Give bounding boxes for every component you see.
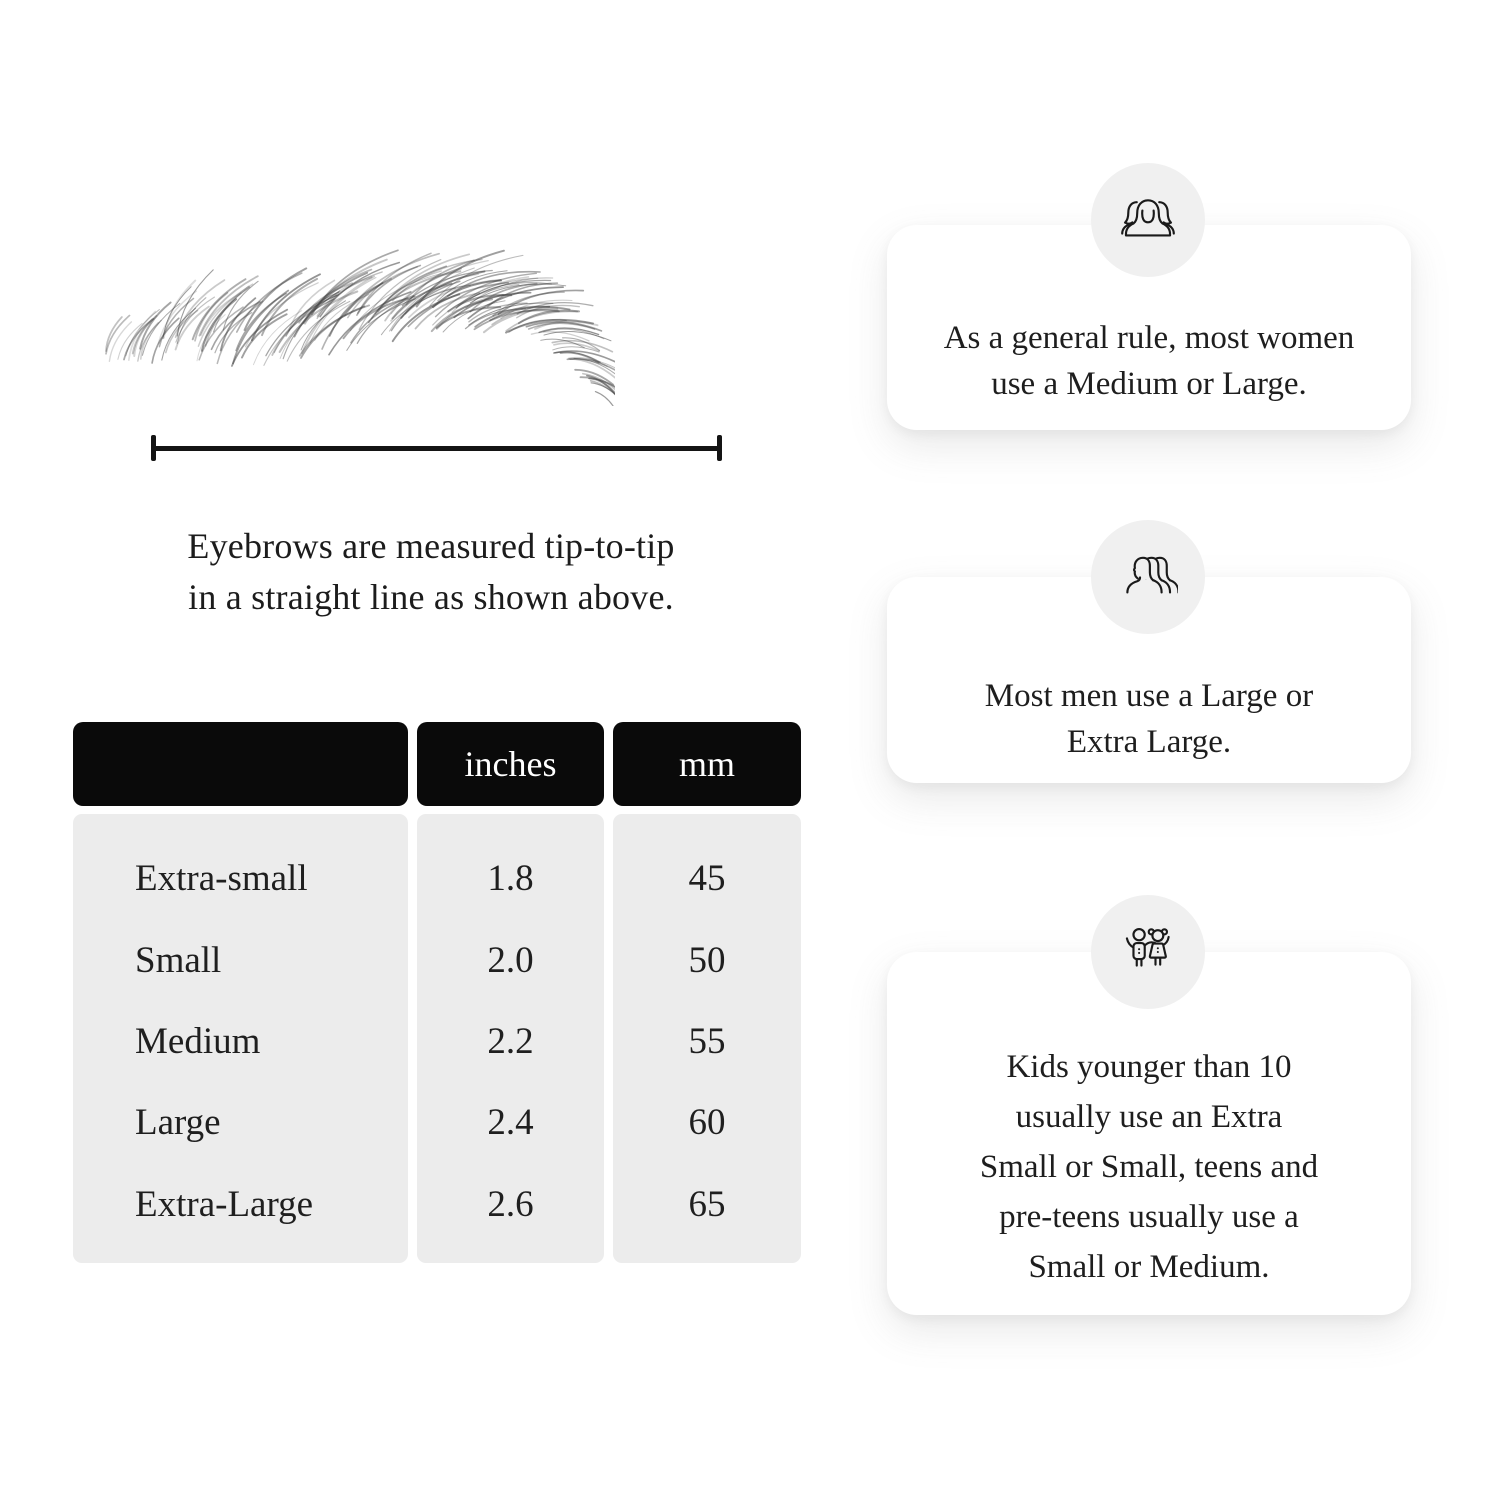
tip-line: Small or Medium. bbox=[1028, 1249, 1270, 1285]
tip-line: As a general rule, most women bbox=[943, 320, 1355, 356]
women-group-icon bbox=[1118, 190, 1178, 250]
table-cell-mm: 45 bbox=[688, 858, 726, 900]
tip-line: Most men use a Large or bbox=[984, 678, 1314, 714]
table-cell-inches: 1.8 bbox=[487, 858, 534, 900]
size-table-mm-column bbox=[613, 814, 801, 1263]
men-group-icon bbox=[1118, 547, 1178, 607]
measurement-line-bar bbox=[151, 446, 722, 451]
tip-card-icon-badge bbox=[1091, 895, 1205, 1009]
size-table-header-mm: mm bbox=[613, 722, 801, 806]
kids-icon bbox=[1118, 922, 1178, 982]
table-cell-inches: 2.4 bbox=[487, 1102, 534, 1144]
size-table bbox=[73, 722, 801, 1263]
table-cell-inches: 2.2 bbox=[487, 1020, 534, 1062]
table-cell-inches: 2.0 bbox=[487, 939, 534, 981]
table-cell-mm: 65 bbox=[688, 1183, 726, 1225]
size-table-header-size bbox=[73, 722, 408, 806]
table-row-label: Small bbox=[135, 939, 222, 981]
size-table-header-inches: inches bbox=[417, 722, 604, 806]
table-row-label: Large bbox=[135, 1102, 221, 1144]
tip-line: Extra Large. bbox=[1066, 724, 1232, 760]
caption-line-2: in a straight line as shown above. bbox=[188, 577, 674, 617]
table-row-label: Extra-Large bbox=[135, 1183, 314, 1225]
table-row-label: Medium bbox=[135, 1020, 261, 1062]
tip-line: pre-teens usually use a bbox=[999, 1199, 1299, 1235]
tip-line: usually use an Extra bbox=[1015, 1099, 1283, 1135]
table-cell-inches: 2.6 bbox=[487, 1183, 534, 1225]
tip-line: use a Medium or Large. bbox=[991, 366, 1307, 402]
tip-card-icon-badge bbox=[1091, 163, 1205, 277]
eyebrow-illustration bbox=[100, 238, 615, 406]
table-cell-mm: 55 bbox=[688, 1020, 726, 1062]
measurement-line bbox=[151, 434, 722, 462]
caption-line-1: Eyebrows are measured tip-to-tip bbox=[187, 526, 675, 566]
table-cell-mm: 50 bbox=[688, 939, 726, 981]
measurement-caption bbox=[95, 521, 767, 623]
tip-card-icon-badge bbox=[1091, 520, 1205, 634]
tip-line: Small or Small, teens and bbox=[979, 1149, 1319, 1185]
size-table-inches-column bbox=[417, 814, 604, 1263]
table-cell-mm: 60 bbox=[688, 1102, 726, 1144]
tip-line: Kids younger than 10 bbox=[1006, 1049, 1292, 1085]
size-table-label-column bbox=[73, 814, 408, 1263]
table-row-label: Extra-small bbox=[135, 858, 308, 900]
